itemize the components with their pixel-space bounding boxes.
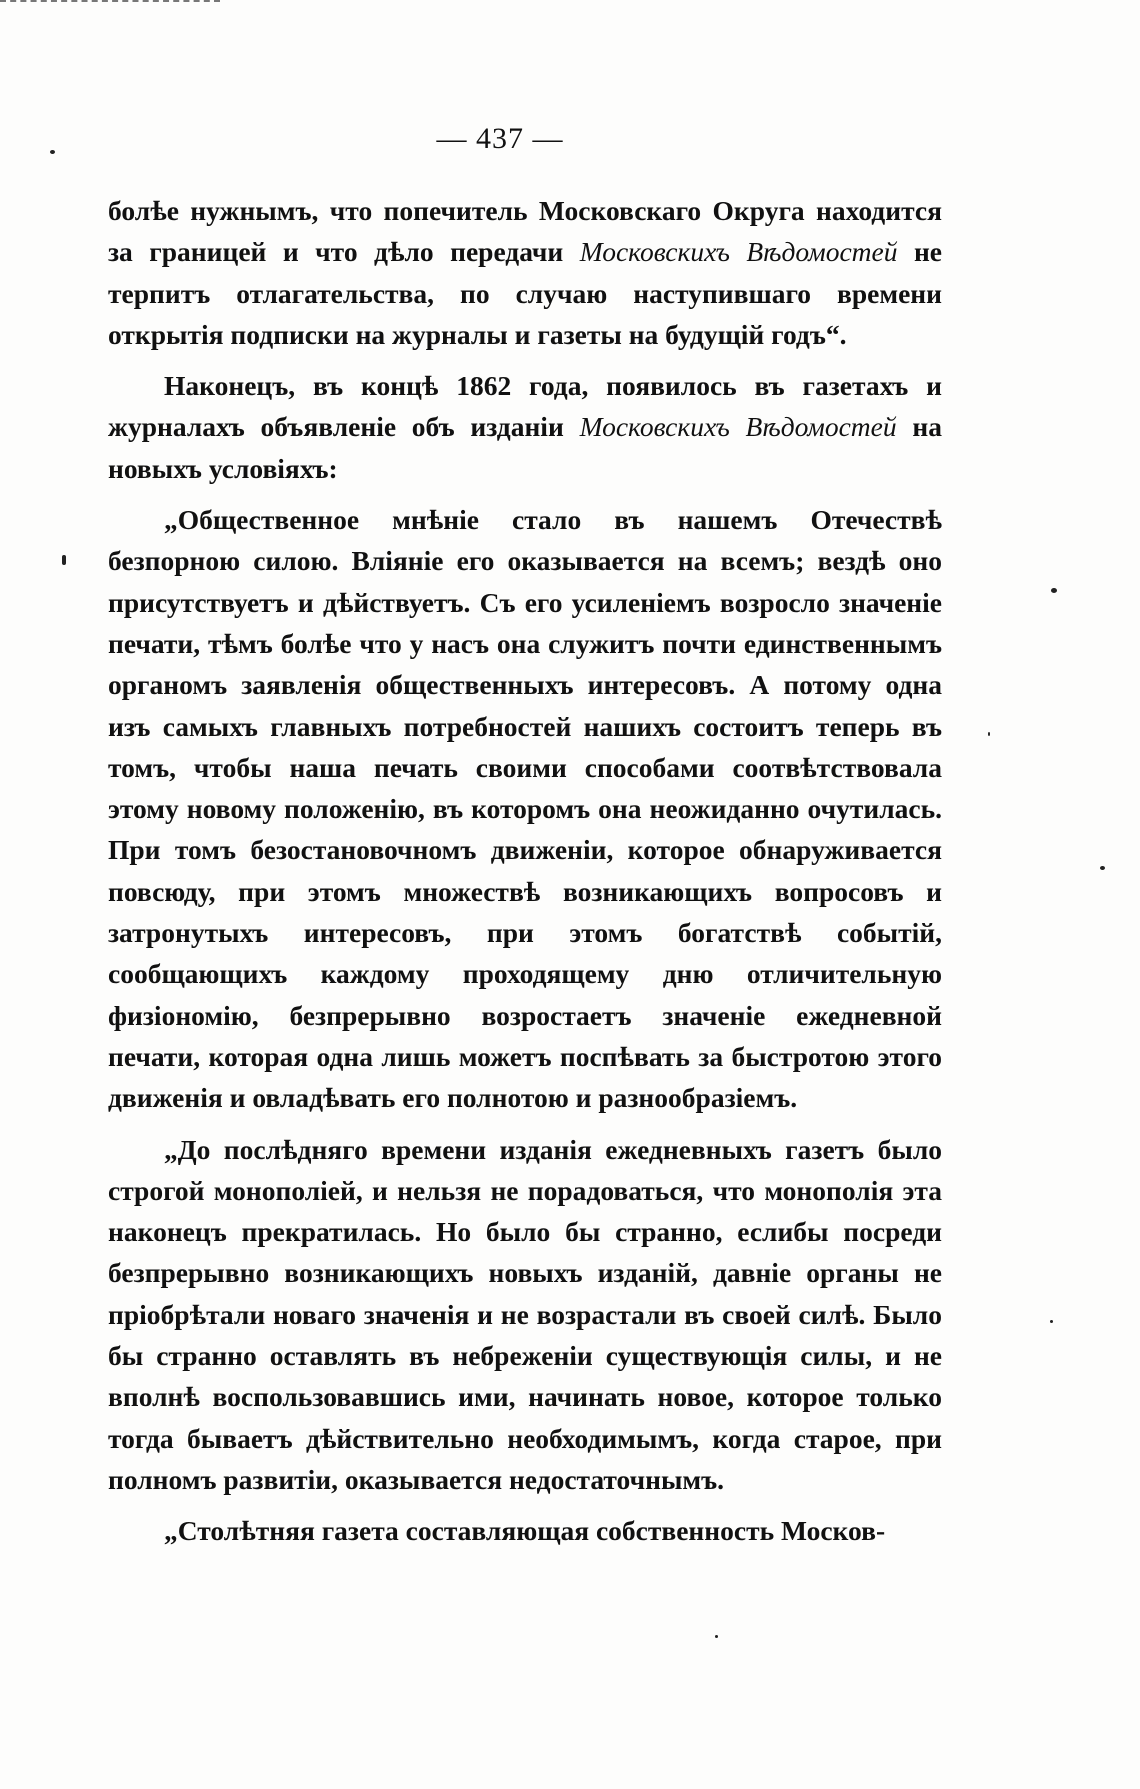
scan-speck [62, 555, 66, 565]
paragraph-4 [108, 1129, 942, 1501]
scan-speck [1051, 588, 1057, 593]
paragraph-1 [108, 190, 942, 355]
italic-title: Московскихъ Вѣдомостей [579, 411, 897, 443]
scan-speck [1050, 1320, 1053, 1323]
page-number: — 437 — [436, 122, 564, 155]
paragraph-5 [108, 1510, 942, 1551]
scan-speck [1100, 866, 1105, 870]
body-text [108, 190, 942, 1552]
text-run: „До послѣдняго времени изданія ежедневныхъ газетъ было строгой монополіей, и нельзя не порадоваться, что монополія эта наконецъ прекратилась. Но было бы странно, еслибы посреди безпрерывно возникающихъ новыхъ изданій, давніе органы не пріобрѣтали новаго значенія и не возрастали въ своей силѣ. Было бы странно оставлять въ небреженіи существующія силы, и не вполнѣ воспользовавшись ими, начинать новое, которое только тогда бываетъ дѣйствительно необходимымъ, когда старое, при полномъ развитіи, оказывается недостаточнымъ. [108, 1133, 942, 1495]
scan-speck [715, 1635, 718, 1638]
text-run: болѣе нужнымъ, что попечитель Московскаго Округа находится за границей и что дѣло передачи [108, 195, 942, 268]
text-run: не терпитъ отлагательства, по случаю наступившаго времени открытія подписки на журналы и газеты на будущій годъ“. [108, 236, 942, 350]
text-run: Наконецъ, въ концѣ 1862 года, появилось въ газетахъ и журналахъ объявленіе объ изданіи [108, 370, 942, 443]
text-run: „Столѣтняя газета составляющая собственность Москов- [164, 1515, 886, 1547]
italic-title: Московскихъ Вѣдомостей [579, 236, 898, 268]
text-run: „Общественное мнѣніе стало въ нашемъ Отечествѣ безпорною силою. Вліяніе его оказывается на всемъ; вездѣ оно присутствуетъ и дѣйствуетъ. Съ его усиленіемъ возросло значеніе печати, тѣмъ болѣе что у насъ она служитъ почти единственнымъ органомъ заявленія общественныхъ интересовъ. А потому одна изъ самыхъ главныхъ потребностей нашихъ состоитъ теперь въ томъ, чтобы наша печать своими способами соотвѣтствовала этому новому положенію, въ которомъ она неожиданно очутилась. При томъ безостановочномъ движеніи, которое обнаруживается повсюду, при этомъ множествѣ возникающихъ вопросовъ и затронутыхъ интересовъ, при этомъ богатствѣ событій, сообщающихъ каждому проходящему дню отличительную физіономію, безпрерывно возростаетъ значеніе ежедневной печати, которая одна лишь можетъ поспѣвать за быстротою этого движенія и овладѣвать его полнотою и разнообразіемъ. [108, 504, 942, 1114]
paragraph-2 [108, 365, 942, 489]
paragraph-3 [108, 499, 942, 1118]
scan-speck [988, 732, 990, 736]
scan-edge-mark [0, 0, 220, 7]
text-run: на новыхъ условіяхъ: [108, 411, 942, 484]
